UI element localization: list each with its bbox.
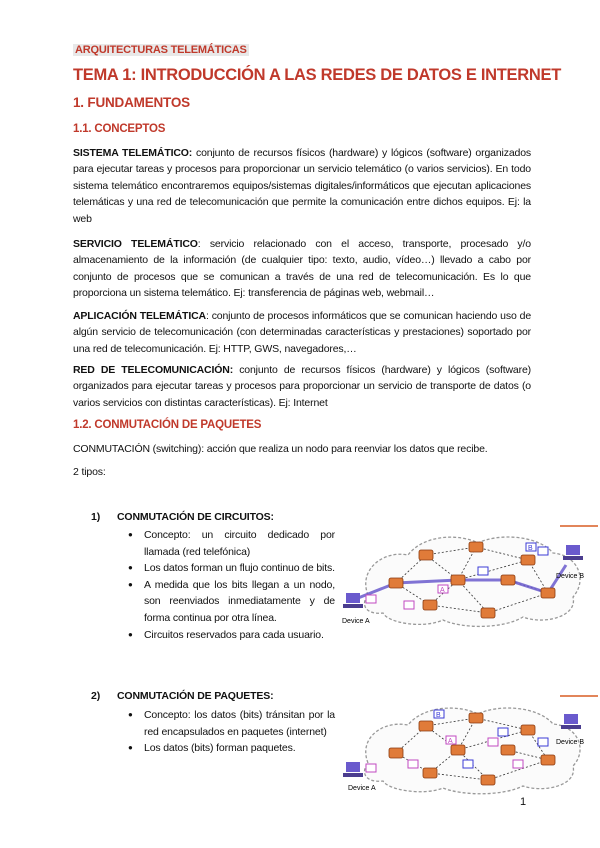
switch-icon	[481, 608, 495, 618]
definition-servicio-telematico	[73, 236, 531, 302]
circuit-switching-diagram	[338, 525, 600, 630]
page-number: 1	[520, 796, 527, 808]
list-title: CONMUTACIÓN DE CIRCUITOS:	[117, 511, 274, 523]
packet-label-a: A	[440, 587, 445, 594]
switch-icon	[389, 578, 403, 588]
term: RED DE TELECOMUNICACIÓN:	[73, 364, 234, 376]
packet-label-a: A	[448, 738, 453, 745]
term: SISTEMA TELEMÁTICO:	[73, 147, 193, 159]
switch-icon	[419, 550, 433, 560]
switch-icon	[451, 575, 465, 585]
conmutacion-definition: CONMUTACIÓN (switching): acción que realiza un nodo para reenviar los datos que recibe.	[73, 443, 488, 455]
switch-icon	[541, 755, 555, 765]
list-title: CONMUTACIÓN DE PAQUETES:	[117, 690, 274, 702]
definition-text: conjunto de recursos físicos (hardware) y lógicos (software) organizados para ejecutar tareas y procesos para proporcionar un servicio telemático (o varios servicios). En todo sistema telemático encontraremos equipos/sistemas digitales/informáticos que ejecutan aplicaciones telemáticas y una red de telecomunicación que permite la comunicación entre dichos equipos. Ej: la web	[73, 147, 531, 225]
definition-red-telecomunicacion	[73, 362, 531, 411]
definition-text: : servicio relacionado con el acceso, transporte, procesado y/o almacenamiento de la información (de cualquier tipo: texto, audio, vídeo…) llevado a cabo por conjunto de procesos que se comunican a través de una red de telecomunicación. Es lo que proporciona un sistema telemático. Ej: transferencia de páginas web, webmail…	[73, 238, 531, 300]
subject-header: ARQUITECTURAS TELEMÁTICAS	[75, 44, 247, 56]
list-item: ● Concepto: los datos (bits) tránsitan por la red encapsulados en paquetes (internet)	[128, 707, 335, 740]
computer-icon-b	[561, 714, 581, 729]
computer-icon-a	[343, 593, 363, 608]
section-heading-fundamentos: 1. FUNDAMENTOS	[73, 95, 190, 110]
switch-icon	[469, 713, 483, 723]
device-a-label: Device A	[348, 785, 376, 792]
packet-label-b: B	[436, 712, 441, 719]
definition-aplicacion-telematica	[73, 308, 531, 357]
list-number: 1)	[91, 511, 101, 523]
list-heading-paquetes	[91, 690, 273, 702]
switch-icon	[481, 775, 495, 785]
bullet-list-paquetes	[128, 707, 335, 757]
decorative-rule	[560, 695, 598, 697]
switch-icon	[389, 748, 403, 758]
packet-switching-diagram	[338, 698, 600, 798]
document-title: TEMA 1: INTRODUCCIÓN A LAS REDES DE DATOS E INTERNET	[73, 66, 561, 84]
list-item: ● Circuitos reservados para cada usuario.	[128, 627, 335, 644]
list-number: 2)	[91, 690, 101, 702]
switch-icon	[419, 721, 433, 731]
list-item: ● Los datos forman un flujo continuo de bits.	[128, 560, 335, 577]
list-item: ● A medida que los bits llegan a un nodo, son reenviados inmediatamente y de forma continua por otra línea.	[128, 577, 335, 627]
device-b-label: Device B	[556, 739, 585, 746]
computer-icon-a	[343, 762, 363, 777]
subsection-heading-conceptos: 1.1. CONCEPTOS	[73, 123, 166, 135]
term: APLICACIÓN TELEMÁTICA	[73, 310, 206, 322]
list-item: ● Los datos (bits) forman paquetes.	[128, 740, 335, 757]
list-heading-circuitos	[91, 511, 274, 523]
switch-icon	[541, 588, 555, 598]
term: SERVICIO TELEMÁTICO	[73, 238, 198, 250]
definition-text: : conjunto de procesos informáticos que se comunican haciendo uso de algún servicio de telecomunicación (con determinadas características y prestaciones) soportado por una red de telecomunicación. Ej: HTTP, GWS, navegadores,…	[73, 310, 532, 355]
subsection-heading-conmutacion: 1.2. CONMUTACIÓN DE PAQUETES	[73, 419, 262, 431]
definition-sistema-telematico	[73, 145, 531, 227]
switch-icon	[469, 542, 483, 552]
device-a-label: Device A	[342, 618, 370, 625]
packet-label-b: B	[528, 545, 533, 552]
list-item: ● Concepto: un circuito dedicado por llamada (red telefónica)	[128, 527, 335, 560]
switch-icon	[501, 575, 515, 585]
switch-icon	[423, 600, 437, 610]
switch-icon	[423, 768, 437, 778]
computer-icon-b	[563, 545, 583, 560]
device-b-label: Device B	[556, 573, 585, 580]
switch-icon	[501, 745, 515, 755]
switch-icon	[521, 725, 535, 735]
tipos-label: 2 tipos:	[73, 466, 106, 478]
switch-icon	[451, 745, 465, 755]
switch-icon	[521, 555, 535, 565]
bullet-list-circuitos	[128, 527, 335, 643]
definition-text: conjunto de recursos físicos (hardware) y lógicos (software) organizados para ejecutar tareas y procesos para proporcionar un servicio de transporte de datos (o varios servicios con distintas características). Ej: Internet	[73, 364, 531, 409]
